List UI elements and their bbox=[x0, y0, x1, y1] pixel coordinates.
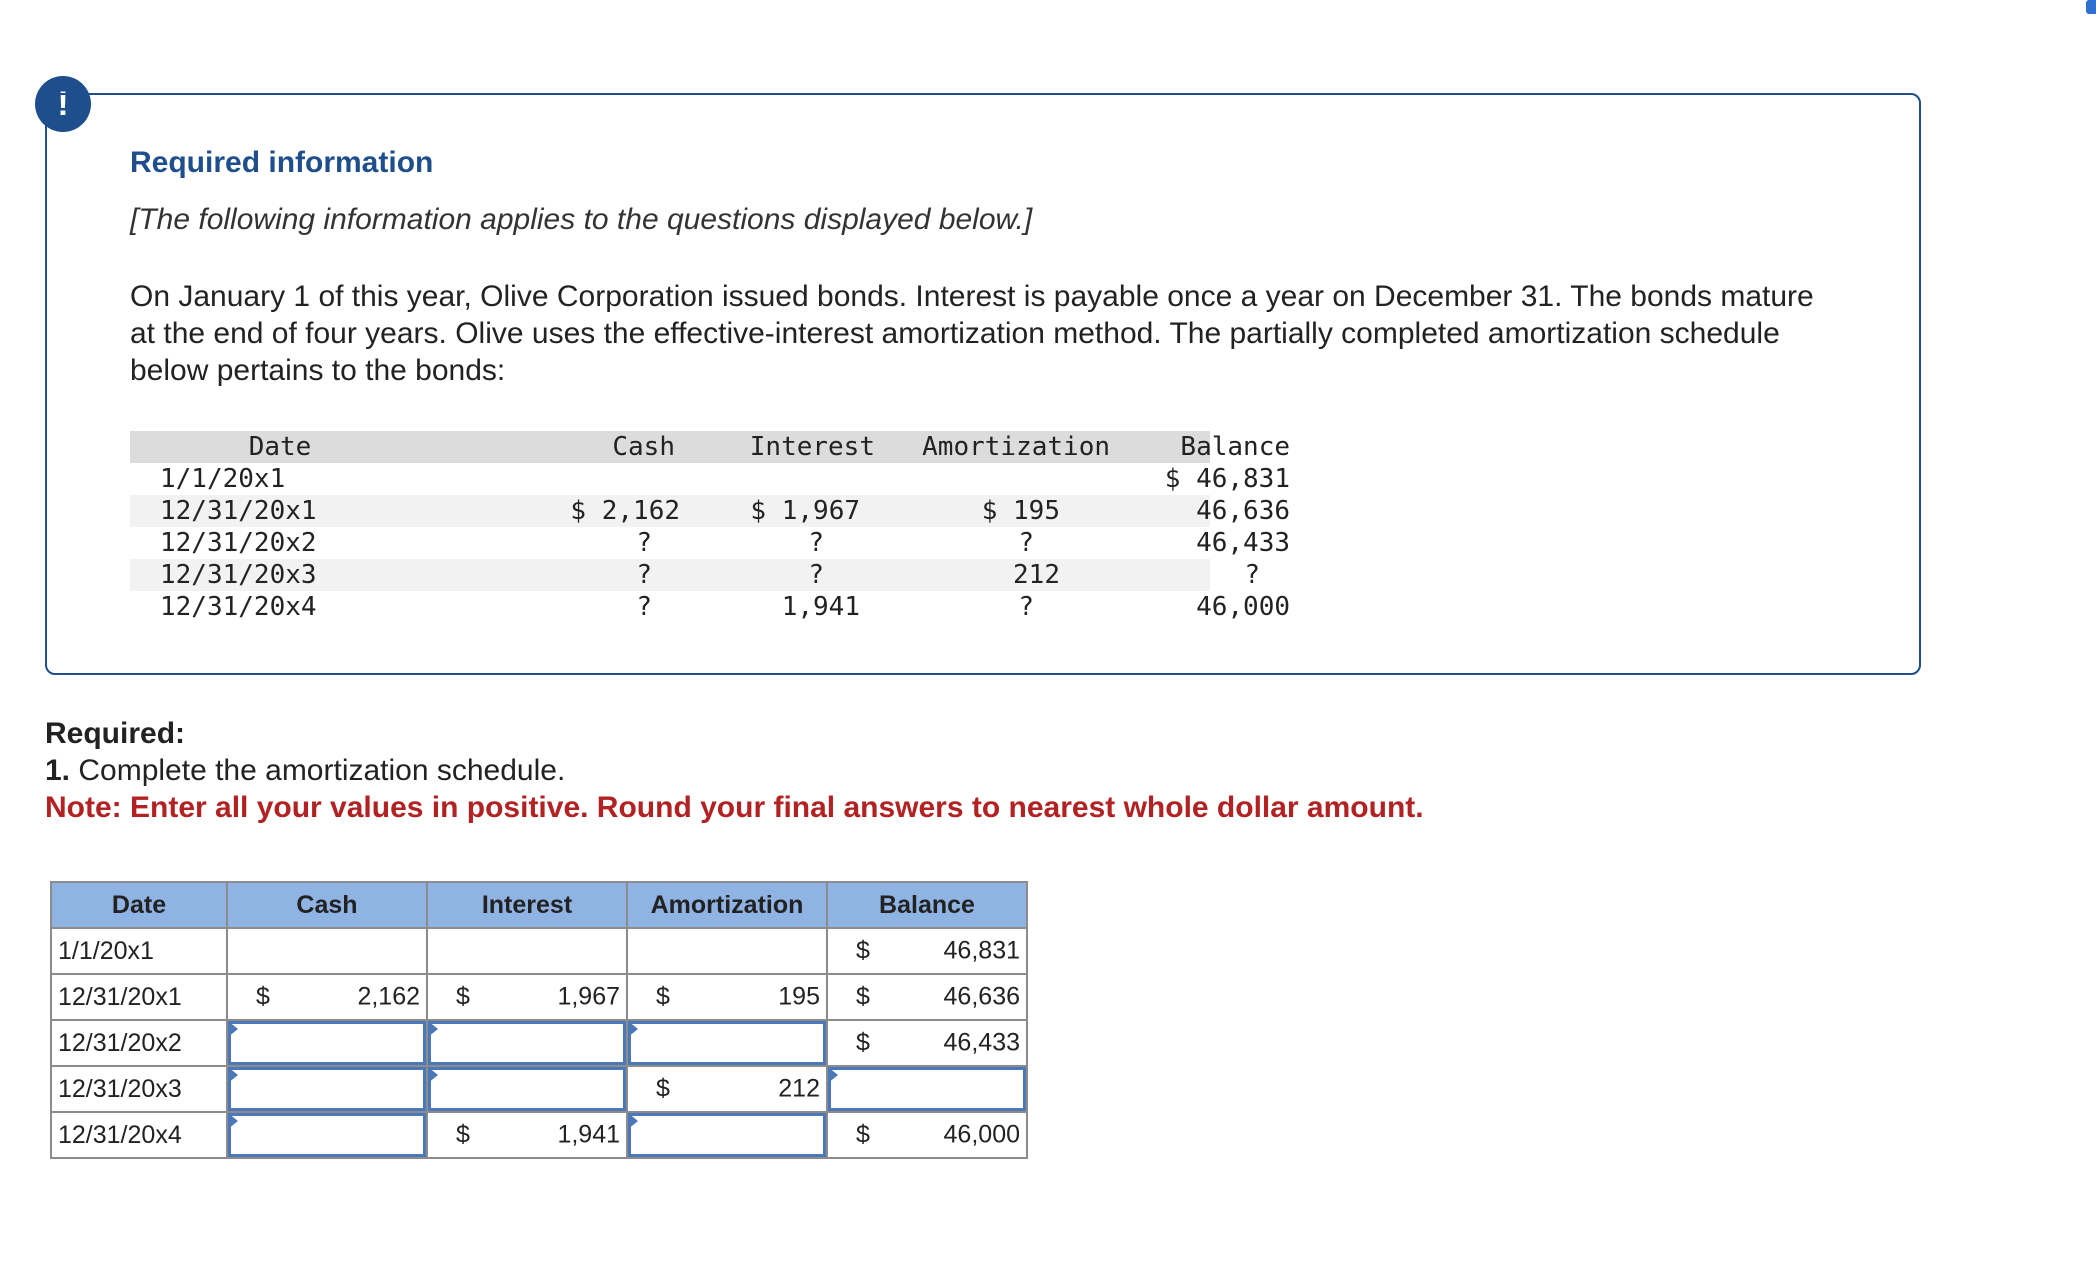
schedule-header-row bbox=[130, 431, 1290, 463]
cash-input-field[interactable] bbox=[228, 1113, 426, 1157]
alert-icon: ! bbox=[35, 76, 91, 132]
answer-date: 12/31/20x1 bbox=[51, 974, 227, 1020]
required-label: Required: bbox=[45, 717, 186, 750]
answer-interest-empty bbox=[427, 928, 627, 974]
interest-input-3[interactable] bbox=[427, 1066, 627, 1112]
interest-value: 1,967 bbox=[557, 982, 620, 1011]
answer-date: 12/31/20x2 bbox=[51, 1020, 227, 1066]
balance-value: 46,636 bbox=[943, 982, 1020, 1011]
balance-value: 46,831 bbox=[943, 936, 1020, 965]
schedule-header-balance: Balance bbox=[1180, 432, 1290, 462]
cash-input-2[interactable] bbox=[227, 1020, 427, 1066]
answer-header-row bbox=[51, 882, 1027, 928]
schedule-cash: $ 2,162 bbox=[570, 496, 680, 526]
schedule-amortization: ? bbox=[1018, 528, 1034, 558]
amortization-input-field[interactable] bbox=[628, 1113, 826, 1157]
schedule-date: 12/31/20x4 bbox=[160, 592, 317, 622]
answer-interest bbox=[427, 1112, 627, 1158]
required-item-text: Complete the amortization schedule. bbox=[70, 754, 566, 787]
answer-date: 12/31/20x4 bbox=[51, 1112, 227, 1158]
answer-amortization bbox=[627, 974, 827, 1020]
answer-header-amortization: Amortization bbox=[627, 882, 827, 928]
schedule-amortization: $ 195 bbox=[981, 496, 1060, 526]
answer-amortization bbox=[627, 1066, 827, 1112]
schedule-balance: 46,433 bbox=[1196, 528, 1290, 558]
answer-cash-empty bbox=[227, 928, 427, 974]
answer-amortization-table bbox=[50, 881, 1028, 1159]
input-marker-icon bbox=[628, 1113, 638, 1129]
dollar-sign: $ bbox=[856, 1028, 870, 1057]
schedule-header-date: Date bbox=[248, 432, 312, 462]
answer-balance bbox=[827, 928, 1027, 974]
answer-balance bbox=[827, 1112, 1027, 1158]
balance-value: 46,000 bbox=[943, 1120, 1020, 1149]
partial-amortization-schedule bbox=[130, 431, 1290, 623]
dollar-sign: $ bbox=[856, 936, 870, 965]
schedule-balance: ? bbox=[1244, 560, 1260, 590]
schedule-balance: $ 46,831 bbox=[1164, 464, 1290, 494]
input-marker-icon bbox=[228, 1113, 238, 1129]
schedule-cash: ? bbox=[636, 560, 652, 590]
schedule-interest: $ 1,967 bbox=[750, 496, 860, 526]
input-marker-icon bbox=[628, 1021, 638, 1037]
schedule-row bbox=[130, 559, 1260, 591]
input-marker-icon bbox=[228, 1021, 238, 1037]
amortization-input-4[interactable] bbox=[627, 1112, 827, 1158]
answer-header-date: Date bbox=[51, 882, 227, 928]
schedule-date: 12/31/20x3 bbox=[160, 560, 317, 590]
schedule-row bbox=[130, 527, 1290, 559]
schedule-interest: 1,941 bbox=[781, 592, 860, 622]
schedule-cash: ? bbox=[636, 592, 652, 622]
schedule-date: 12/31/20x1 bbox=[160, 496, 317, 526]
answer-row bbox=[51, 1112, 1027, 1158]
answer-row bbox=[51, 928, 1027, 974]
balance-value: 46,433 bbox=[943, 1028, 1020, 1057]
schedule-header-interest: Interest bbox=[749, 432, 875, 462]
cash-value: 2,162 bbox=[357, 982, 420, 1011]
schedule-amortization: ? bbox=[1018, 592, 1034, 622]
dollar-sign: $ bbox=[656, 982, 670, 1011]
answer-date: 12/31/20x3 bbox=[51, 1066, 227, 1112]
required-note: Note: Enter all your values in positive. Round your final answers to nearest whole dollar amount. bbox=[45, 791, 1424, 824]
required-item-number: 1. bbox=[45, 754, 71, 787]
answer-interest bbox=[427, 974, 627, 1020]
cash-input-field[interactable] bbox=[228, 1067, 426, 1111]
dollar-sign: $ bbox=[256, 982, 270, 1011]
balance-input-field[interactable] bbox=[828, 1067, 1026, 1111]
schedule-balance: 46,636 bbox=[1196, 496, 1290, 526]
cash-input-3[interactable] bbox=[227, 1066, 427, 1112]
amortization-input-2[interactable] bbox=[627, 1020, 827, 1066]
dollar-sign: $ bbox=[456, 982, 470, 1011]
amortization-value: 212 bbox=[778, 1074, 820, 1103]
input-marker-icon bbox=[828, 1067, 838, 1083]
info-paragraph: On January 1 of this year, Olive Corporation issued bonds. Interest is payable once a year on December 31. The bonds mature at the end of four years. Olive uses the effective-interest amortization method. The partially completed amortization schedule below pertains to the bonds: bbox=[130, 280, 1814, 387]
answer-balance bbox=[827, 1020, 1027, 1066]
answer-balance bbox=[827, 974, 1027, 1020]
schedule-interest: ? bbox=[808, 528, 824, 558]
answer-row bbox=[51, 1020, 1027, 1066]
interest-input-field[interactable] bbox=[428, 1067, 626, 1111]
answer-header-balance: Balance bbox=[827, 882, 1027, 928]
schedule-interest: ? bbox=[808, 560, 824, 590]
amortization-value: 195 bbox=[778, 982, 820, 1011]
answer-header-interest: Interest bbox=[427, 882, 627, 928]
input-marker-icon bbox=[428, 1021, 438, 1037]
answer-row bbox=[51, 1066, 1027, 1112]
schedule-date: 12/31/20x2 bbox=[160, 528, 317, 558]
answer-date: 1/1/20x1 bbox=[51, 928, 227, 974]
schedule-row bbox=[130, 591, 1290, 623]
cash-input-field[interactable] bbox=[228, 1021, 426, 1065]
balance-input-3[interactable] bbox=[827, 1066, 1027, 1112]
required-item bbox=[45, 754, 565, 788]
schedule-amortization: 212 bbox=[1013, 560, 1060, 590]
schedule-header-cash: Cash bbox=[612, 432, 675, 462]
dollar-sign: $ bbox=[856, 1120, 870, 1149]
dollar-sign: $ bbox=[456, 1120, 470, 1149]
scroll-indicator[interactable] bbox=[2086, 0, 2096, 14]
interest-input-field[interactable] bbox=[428, 1021, 626, 1065]
schedule-header-amortization: Amortization bbox=[922, 432, 1110, 462]
dollar-sign: $ bbox=[856, 982, 870, 1011]
answer-row bbox=[51, 974, 1027, 1020]
cash-input-4[interactable] bbox=[227, 1112, 427, 1158]
dollar-sign: $ bbox=[656, 1074, 670, 1103]
interest-value: 1,941 bbox=[557, 1120, 620, 1149]
schedule-row bbox=[130, 495, 1290, 527]
answer-header-cash: Cash bbox=[227, 882, 427, 928]
info-title: Required information bbox=[130, 146, 434, 179]
answer-amortization-empty bbox=[627, 928, 827, 974]
answer-cash bbox=[227, 974, 427, 1020]
schedule-cash: ? bbox=[636, 528, 652, 558]
input-marker-icon bbox=[228, 1067, 238, 1083]
input-marker-icon bbox=[428, 1067, 438, 1083]
info-subtitle: [The following information applies to the questions displayed below.] bbox=[130, 203, 1033, 236]
schedule-row bbox=[130, 463, 1290, 495]
amortization-input-field[interactable] bbox=[628, 1021, 826, 1065]
interest-input-2[interactable] bbox=[427, 1020, 627, 1066]
schedule-date: 1/1/20x1 bbox=[160, 464, 286, 494]
schedule-balance: 46,000 bbox=[1196, 592, 1290, 622]
